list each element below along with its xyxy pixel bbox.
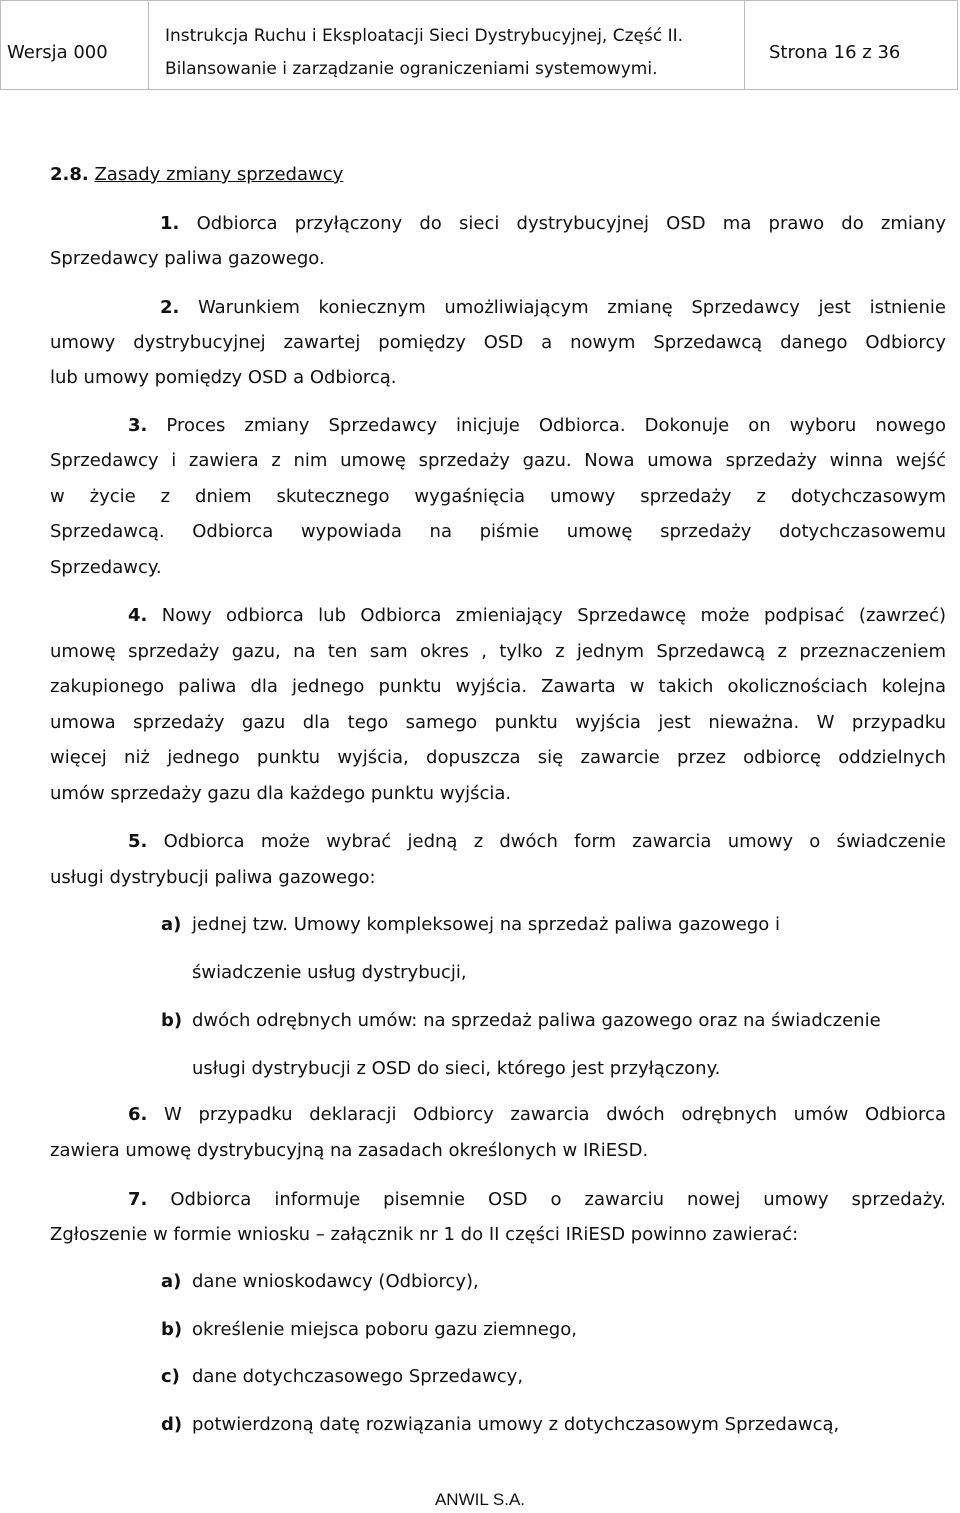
item-number: 4. <box>128 605 148 626</box>
item-1-line-2: Sprzedawcy paliwa gazowego. <box>50 248 325 269</box>
item-4-line-4: umowa sprzedaży gazu dla tego samego punktu wyjścia jest nieważna. W przypadku <box>50 712 946 733</box>
item-5-b-label: b) <box>161 1010 183 1031</box>
header-title-cell <box>149 1 745 89</box>
item-3-line-2: Sprzedawcy i zawiera z nim umowę sprzedaży gazu. Nowa umowa sprzedaży winna wejść <box>50 450 946 471</box>
item-7-a-label: a) <box>161 1271 182 1292</box>
item-7-line-2: Zgłoszenie w formie wniosku – załącznik nr 1 do II części IRiESD powinno zawierać: <box>50 1224 799 1245</box>
item-7-d-text: potwierdzoną datę rozwiązania umowy z dotychczasowym Sprzedawcą, <box>192 1414 840 1435</box>
item-5-a-label: a) <box>161 914 182 935</box>
item-4-line-5: więcej niż jednego punktu wyjścia, dopuszcza się zawarcie przez odbiorcę oddzielnych <box>50 747 946 768</box>
item-text: Proces zmiany Sprzedawcy inicjuje Odbiorca. Dokonuje on wyboru nowego <box>166 415 946 436</box>
section-title <box>50 157 343 192</box>
item-5-a-line-2: świadczenie usług dystrybucji, <box>192 962 467 983</box>
item-3-line-4: Sprzedawcą. Odbiorca wypowiada na piśmie umowę sprzedaży dotychczasowemu <box>50 521 946 542</box>
item-7-a-text: dane wnioskodawcy (Odbiorcy), <box>192 1271 479 1292</box>
item-text: Warunkiem koniecznym umożliwiającym zmianę Sprzedawcy jest istnienie <box>198 297 946 318</box>
header-version: Wersja 000 <box>7 42 108 63</box>
item-4-line-6: umów sprzedaży gazu dla każdego punktu wyjścia. <box>50 783 512 804</box>
item-text: W przypadku deklaracji Odbiorcy zawarcia dwóch odrębnych umów Odbiorca <box>164 1104 946 1125</box>
item-7-line-1 <box>50 1182 946 1217</box>
item-1-line-1 <box>50 206 946 241</box>
item-number: 3. <box>128 415 148 436</box>
page-footer: ANWIL S.A. <box>434 1490 526 1509</box>
item-text: Nowy odbiorca lub Odbiorca zmieniający Sprzedawcę może podpisać (zawrzeć) <box>161 605 946 626</box>
item-2-line-2: umowy dystrybucyjnej zawartej pomiędzy OSD a nowym Sprzedawcą danego Odbiorcy <box>50 332 946 353</box>
item-text: Odbiorca informuje pisemnie OSD o zawarciu nowej umowy sprzedaży. <box>170 1189 946 1210</box>
item-4-line-1 <box>50 598 946 633</box>
item-2-line-3: lub umowy pomiędzy OSD a Odbiorcą. <box>50 367 397 388</box>
item-number: 7. <box>128 1189 148 1210</box>
item-7-b-label: b) <box>161 1319 183 1340</box>
item-5-b-line-1: dwóch odrębnych umów: na sprzedaż paliwa gazowego oraz na świadczenie <box>192 1010 881 1031</box>
item-2-line-1 <box>50 290 946 325</box>
item-number: 6. <box>128 1104 148 1125</box>
item-number: 5. <box>128 831 148 852</box>
header-version-cell <box>1 1 149 89</box>
item-5-b-line-2: usługi dystrybucji z OSD do sieci, którego jest przyłączony. <box>192 1058 721 1079</box>
header-page-cell <box>745 1 957 89</box>
header-title-line1: Instrukcja Ruchu i Eksploatacji Sieci Dystrybucyjnej, Część II. <box>165 26 684 46</box>
section-title-text: Zasady zmiany sprzedawcy <box>94 164 344 185</box>
item-7-d-label: d) <box>161 1414 183 1435</box>
item-number: 1. <box>160 213 180 234</box>
item-7-c-label: c) <box>161 1366 180 1387</box>
header-title-line2: Bilansowanie i zarządzanie ograniczeniami systemowymi. <box>165 59 658 79</box>
item-6-line-2: zawiera umowę dystrybucyjną na zasadach określonych w IRiESD. <box>50 1140 649 1161</box>
page-header <box>0 0 958 90</box>
item-5-line-1 <box>50 824 946 859</box>
item-5-a-line-1: jednej tzw. Umowy kompleksowej na sprzedaż paliwa gazowego i <box>192 914 781 935</box>
item-6-line-1 <box>50 1097 946 1132</box>
item-7-c-text: dane dotychczasowego Sprzedawcy, <box>192 1366 524 1387</box>
item-4-line-2: umowę sprzedaży gazu, na ten sam okres , tylko z jednym Sprzedawcą z przeznaczeniem <box>50 641 946 662</box>
item-3-line-5: Sprzedawcy. <box>50 557 162 578</box>
item-text: Odbiorca przyłączony do sieci dystrybucyjnej OSD ma prawo do zmiany <box>196 213 946 234</box>
item-7-b-text: określenie miejsca poboru gazu ziemnego, <box>192 1319 577 1340</box>
item-4-line-3: zakupionego paliwa dla jednego punktu wyjścia. Zawarta w takich okolicznościach kolejna <box>50 676 946 697</box>
item-3-line-1 <box>50 408 946 443</box>
section-number: 2.8. <box>50 164 89 185</box>
item-3-line-3: w życie z dniem skutecznego wygaśnięcia umowy sprzedaży z dotychczasowym <box>50 486 946 507</box>
item-5-line-2: usługi dystrybucji paliwa gazowego: <box>50 867 376 888</box>
header-page-number: Strona 16 z 36 <box>769 42 901 63</box>
item-text: Odbiorca może wybrać jedną z dwóch form zawarcia umowy o świadczenie <box>163 831 946 852</box>
item-number: 2. <box>160 297 180 318</box>
